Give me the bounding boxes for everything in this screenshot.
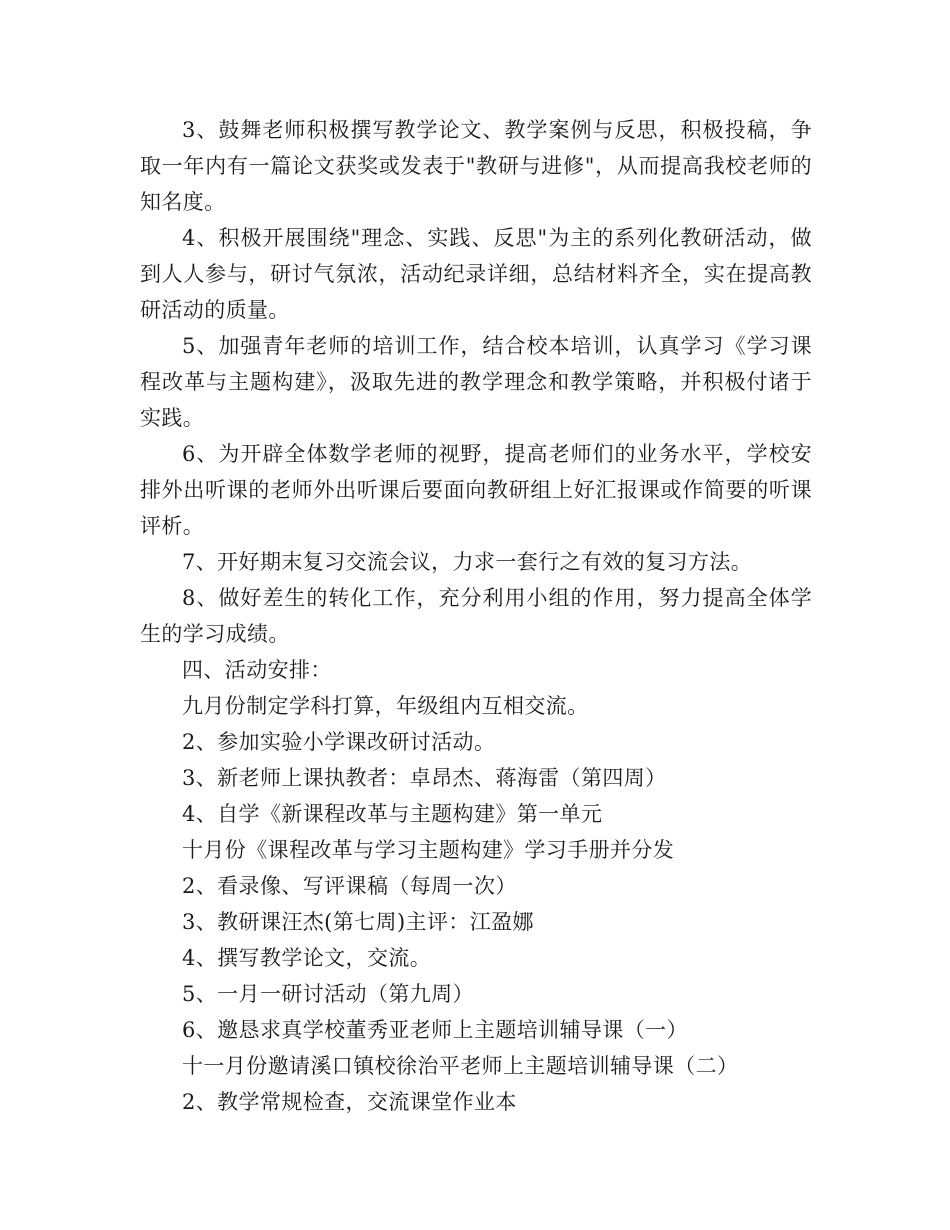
paragraph-item-7: 7、开好期末复习交流会议，力求一套行之有效的复习方法。	[182, 550, 753, 574]
schedule-item: 4、撰写教学论文，交流。	[182, 946, 432, 970]
schedule-item: 2、教学常规检查，交流课堂作业本	[182, 1090, 517, 1114]
schedule-item: 2、看录像、写评课稿（每周一次）	[182, 874, 517, 898]
schedule-item-october: 十月份《课程改革与学习主题构建》学习手册并分发	[182, 838, 675, 862]
paragraph-item-8: 8、做好差生的转化工作，充分利用小组的作用，努力提高全体学生的学习成绩。	[140, 586, 812, 646]
paragraph-item-5: 5、加强青年老师的培训工作，结合校本培训，认真学习《学习课程改革与主题构建》，汲取先进的教学理念和教学策略，并积极付诸于实践。	[140, 334, 812, 430]
schedule-item: 3、新老师上课执教者：卓昂杰、蒋海雷（第四周）	[182, 766, 667, 790]
document-body	[140, 112, 812, 1120]
schedule-item: 2、参加实验小学课改研讨活动。	[182, 730, 496, 754]
schedule-item: 3、教研课汪杰(第七周)主评：江盈娜	[182, 910, 534, 934]
schedule-item-september: 九月份制定学科打算，年级组内互相交流。	[182, 694, 589, 718]
schedule-item: 6、邀恳求真学校董秀亚老师上主题培训辅导课（一）	[182, 1018, 688, 1042]
schedule-item: 4、自学《新课程改革与主题构建》第一单元	[182, 802, 603, 826]
section-heading: 四、活动安排：	[182, 658, 332, 682]
paragraph-item-6: 6、为开辟全体数学老师的视野，提高老师们的业务水平，学校安排外出听课的老师外出听课后要面向教研组上好汇报课或作简要的听课评析。	[140, 442, 812, 538]
schedule-item: 5、一月一研讨活动（第九周）	[182, 982, 474, 1006]
schedule-item-november: 十一月份邀请溪口镇校徐治平老师上主题培训辅导课（二）	[182, 1054, 739, 1078]
paragraph-item-4: 4、积极开展围绕"理念、实践、反思"为主的系列化教研活动，做到人人参与，研讨气氛浓，活动纪录详细，总结材料齐全，实在提高教研活动的质量。	[140, 226, 812, 322]
paragraph-item-3: 3、鼓舞老师积极撰写教学论文、教学案例与反思，积极投稿，争取一年内有一篇论文获奖或发表于"教研与进修"，从而提高我校老师的知名度。	[140, 118, 812, 214]
